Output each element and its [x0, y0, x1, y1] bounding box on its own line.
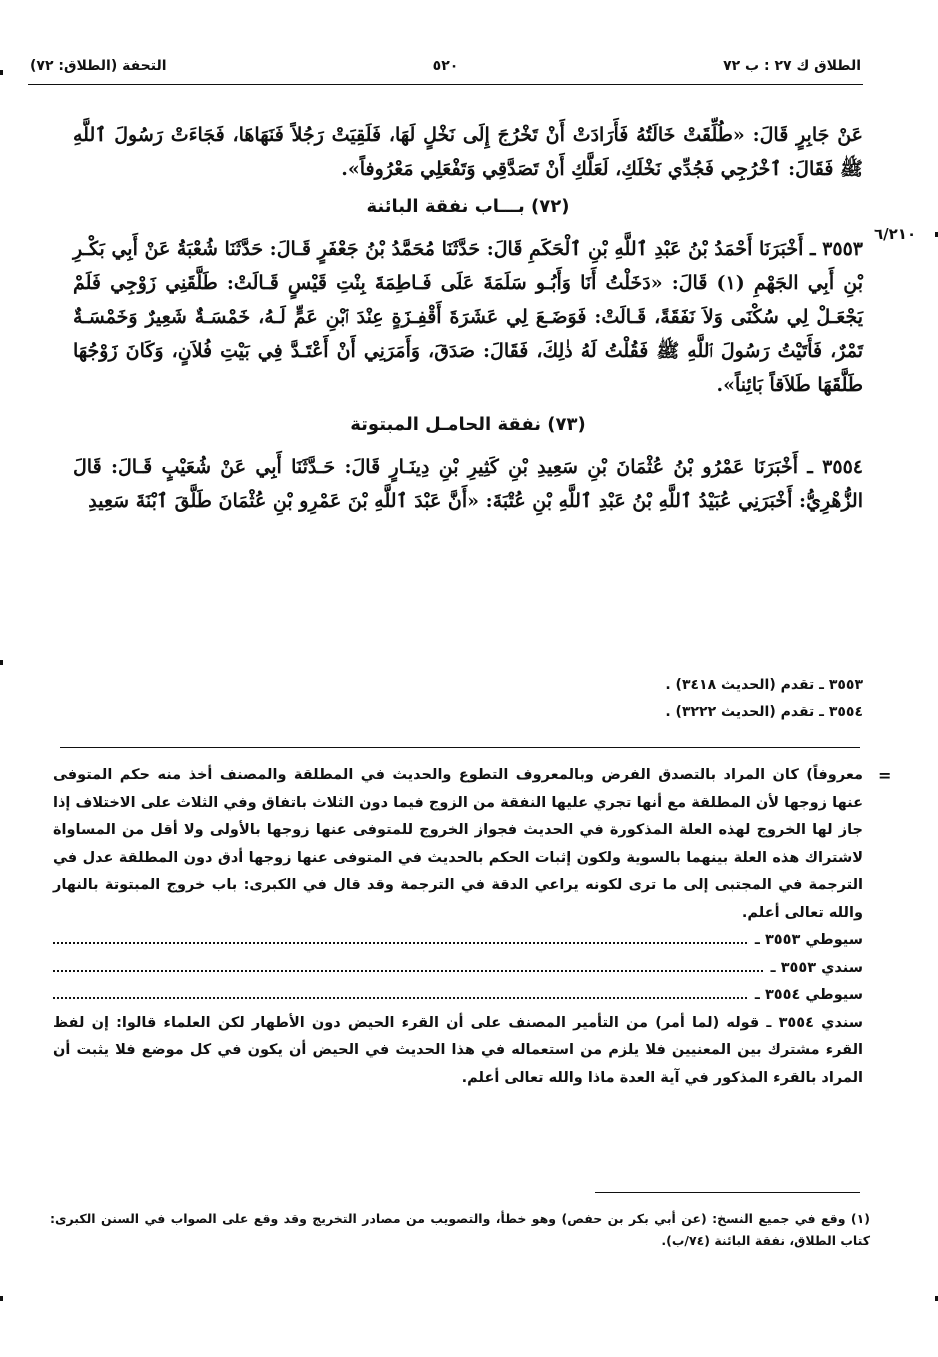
- continuation-marker: =: [878, 766, 892, 785]
- dot-line-label: سندي ٣٥٥٣ ـ: [770, 959, 863, 976]
- main-divider: [60, 747, 860, 748]
- commentary-section: [53, 762, 863, 1092]
- ref-3554: ٣٥٥٤ ـ تقدم (الحديث ٣٢٢٢) .: [665, 704, 863, 720]
- edge-tick: [0, 660, 3, 665]
- chapter-73-title: (٧٣) نفقة الحامـل المبتوتة: [350, 414, 586, 435]
- commentary-sindi-3554: سندي ٣٥٥٤ ـ قوله (لما أمر) من التأمير المصنف على أن القرء الحيض دون الأطهار لكن العلماء قالوا: إن لفظ القرء مشترك بين المعنيين فلا يلزم من استعماله في هذا الحديث في الحيض أن يكون في كل موضع فلا يثبت أن المراد بالقرء المذكور في آية العدة ماذا والله تعالى أعلم.: [53, 1014, 863, 1086]
- edge-tick: [0, 70, 3, 75]
- dot-line-label: سيوطي ٣٥٥٣ ـ: [754, 932, 863, 948]
- dot-leader: [53, 997, 747, 999]
- main-text: [73, 118, 863, 524]
- dot-leader: [53, 970, 763, 972]
- hadith-continuation: عَنْ جَابِرٍ قَالَ: «طُلِّقَتْ خَالَتُهُ فَأَرَادَتْ أَنْ تَخْرُجَ إِلَى نَخْلٍ لَهَا، فَلَقِيَتْ رَجُلاً فَنَهَاهَا، فَجَاءَتْ رَسُولَ ٱللَّهِ ﷺ فَقَالَ: ٱخْرُجِي فَجُدِّي نَخْلَكِ، لَعَلَّكِ أَنْ تَصَدَّقِي وَتَفْعَلِي مَعْرُوفاً».: [73, 124, 863, 180]
- page-number: ٥٢٠: [432, 58, 459, 74]
- header-section-ref: الطلاق ك ٢٧ : ب ٧٢: [723, 58, 861, 74]
- hadith-3553: ٣٥٥٣ ـ أَخْبَرَنَا أَحْمَدُ بْنُ عَبْدِ ٱللَّهِ بْنِ ٱلْحَكَمِ قَالَ: حَدَّثَنَا مُحَمَّدُ بْنُ جَعْفَرٍ قَـالَ: حَدَّثَنَا شُعْبَةُ عَنْ أَبِي بَكْـرِ بْنِ أَبِي الجَهْمِ (١) قَالَ: «دَخَلْتُ أَنَا وَأَبُـو سَلَمَةَ عَلَى فَـاطِمَةَ بِنْتِ قَيْسٍ قَـالَتْ: طَلَّقَنِي زَوْجِي فَلَمْ يَجْعَـلْ لِي سُكْنَى وَلاَ نَفَقَةً، قَـالَتْ: فَوَضَـعَ لِي عَشَرَةَ أَقْفِـزَةٍ عِنْدَ ٱبْنِ عَمٍّ لَـهُ، خَمْسَـةٌ شَعِيرٌ وَخَمْسَـةٌ تَمْرٌ، فَأَتَيْتُ رَسُولَ ٱللَّهِ ﷺ فَقُلْتُ لَهُ ذٰلِكَ، فَقَالَ: صَدَقَ، وَأَمَرَنِي أَنْ أَعْتَـدَّ فِي بَيْتِ فُلاَنٍ، وَكَانَ زَوْجُهَا طَلَّقَهَا طَلاَقاً بَائِناً».: [73, 238, 863, 396]
- dot-line-label: سيوطي ٣٥٥٤ ـ: [754, 987, 863, 1003]
- dot-line-sindi-3553: [53, 955, 863, 983]
- hadith-3554: ٣٥٥٤ ـ أَخْبَرَنَا عَمْرُو بْنُ عُثْمَانَ بْنِ سَعِيدِ بْنِ كَثِيرِ بْنِ دِينَـارٍ قَالَ: حَـدَّثَنَا أَبِي عَنْ شُعَيْبٍ قَـالَ: قَالَ الزُّهْرِيُّ: أَخْبَرَنِي عُبَيْدُ ٱللَّهِ بْنُ عَبْدِ ٱللَّهِ بْنِ عُتْبَةَ: «أَنَّ عَبْدَ ٱللَّهِ بْنَ عَمْرِو بْنِ عُثْمَانَ طَلَّقَ ٱبْنَةَ سَعِيدِ: [73, 456, 863, 512]
- dot-line-suyuti-3554: [53, 982, 863, 1010]
- dot-line-suyuti-3553: [53, 927, 863, 955]
- cross-references: [363, 672, 863, 726]
- header-tuhfa-ref: التحفة (الطلاق: ٧٢): [30, 58, 167, 74]
- page-header: [28, 56, 863, 85]
- commentary-paragraph: معروفاً) كان المراد بالتصدق الفرض وبالمعروف التطوع والحديث في المطلقة والمصنف أخذ منه حكم المتوفى عنها زوجها لأن المطلقة مع أنها تجري عليها النفقة من الزوج فيما دون الثلاث باتفاق وفي الثلاث على الاختلاف إذا جاز لها الخروج لهذه العلة المذكورة في الحديث فجواز الخروج للمتوفى عنها زوجها بالأولى ولا أقل من المساواة لاشتراك هذه العلة بينهما بالسوية ولكون إثبات الحكم بالحديث في المتوفى عنها زوجها أدق دون المطلقة عدل في الترجمة في المجتبى إلى ما ترى لكونه يراعي الدقة في الترجمة وقد قال في الكبرى: باب خروج المبتوتة بالنهار والله تعالى أعلم.: [53, 767, 863, 921]
- footnote: (١) وقع في جميع النسخ: (عن أبي بكر بن حفص) وهو خطأ، والتصويب من مصادر التخريج وقد وقع على الصواب في السنن الكبرى: كتاب الطلاق، نفقة البائنة (٧٤/ب).: [50, 1211, 870, 1248]
- chapter-72-title: (٧٢) بـــاب نفقة البائنة: [366, 196, 570, 217]
- edge-tick: [0, 1296, 3, 1301]
- ref-3553: ٣٥٥٣ ـ تقدم (الحديث ٣٤١٨) .: [665, 677, 863, 693]
- marginal-reference: ٦/٢١٠: [874, 225, 917, 243]
- footnote-divider: [595, 1192, 860, 1193]
- dot-leader: [53, 942, 747, 944]
